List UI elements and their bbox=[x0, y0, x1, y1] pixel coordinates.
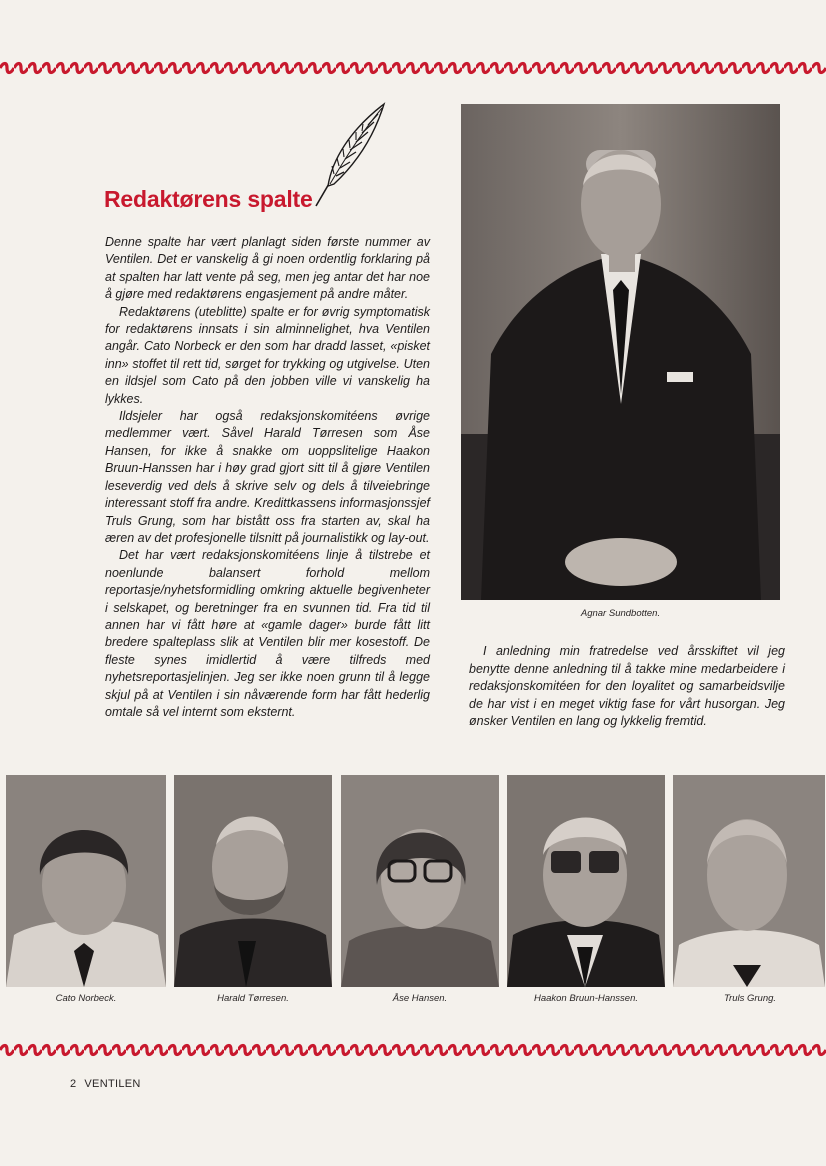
portrait-photo bbox=[6, 775, 166, 987]
committee-portraits bbox=[0, 775, 826, 990]
page-footer bbox=[70, 1078, 149, 1090]
editorial-body-right bbox=[469, 643, 785, 731]
portrait-caption: Harald Tørresen. bbox=[217, 993, 289, 1004]
page-title: Redaktørens spalte bbox=[104, 186, 313, 212]
paragraph: Denne spalte har vært planlagt siden første nummer av Ventilen. Det er vanskelig å gi noen ordentlig forklaring på at spalten har latt vente på seg, men jeg antar det har noe å gjøre med redaktørens engasjement på andre måter. bbox=[105, 235, 430, 302]
editor-portrait-caption: Agnar Sundbotten. bbox=[580, 608, 661, 619]
decorative-border-bottom bbox=[0, 1042, 826, 1058]
portrait-photo bbox=[507, 775, 665, 987]
paragraph: I anledning min fratredelse ved årsskiftet vil jeg benytte denne anledning til å takke mine medarbeidere i redaksjonskomitéen for den loyalitet og samarbeidsvilje de har vist i en meget viktig fase for vårt husorgan. Jeg ønsker Ventilen en lang og lykkelig fremtid. bbox=[469, 644, 785, 729]
portrait-photo bbox=[341, 775, 499, 987]
paragraph: Ildsjeler har også redaksjonskomitéens øvrige medlemmer vært. Såvel Harald Tørresen som Åse Hansen, for ikke å snakke om uoppslitelige Haakon Bruun-Hanssen har i høy grad gjort sitt til å gjøre Ventilen leseverdig ved dels å skrive selv og dels å tilveiebringe interessant stoff fra andre. Kredittkassens informasjonssjef Truls Grung, som har bistått oss fra starten av, skal ha æren av det profesjonelle tilsnitt på journalistikk og lay-out. bbox=[105, 409, 430, 545]
publication-name: VENTILEN bbox=[84, 1078, 141, 1090]
paragraph: Redaktørens (uteblitte) spalte er for øvrig symptomatisk for redaktørens innsats i sin alminnelighet, hva Ventilen angår. Cato Norbeck er den som har dradd lasset, «pisket inn» stoffet til rett tid, sørget for trykking og utgivelse. Uten en ildsjel som Cato på den jobben ville vi vanskelig ha lykkes. bbox=[105, 304, 430, 406]
editorial-body-left bbox=[105, 234, 430, 721]
portrait-caption: Åse Hansen. bbox=[392, 993, 448, 1004]
portrait-caption: Cato Norbeck. bbox=[55, 993, 117, 1004]
heading-block bbox=[104, 100, 394, 220]
portrait-photo bbox=[174, 775, 332, 987]
portrait-photo bbox=[673, 775, 825, 987]
quill-icon bbox=[310, 100, 390, 210]
editor-portrait-photo bbox=[461, 104, 780, 600]
decorative-border-top bbox=[0, 60, 826, 76]
portrait-caption: Truls Grung. bbox=[723, 993, 777, 1004]
page-number: 2 bbox=[70, 1078, 77, 1090]
paragraph: Det har vært redaksjonskomitéens linje å tilstrebe et noenlunde balansert forhold mellom reportasje/nyhetsformidling omkring aktuelle begivenheter i selskapet, og beretninger fra en svunnen tid. Fra tid til annen har vi fått høre at «gamle dager» burde fått litt bredere spalteplass slik at Ventilen blir mer kosestoff. De fleste synes imidlertid å være tilfreds med nyhetsreportasjelinjen. Jeg ser ikke noen grunn til å legge skjul på at Ventilen i sin nåværende form har fått hederlig omtale så vel internt som eksternt. bbox=[105, 548, 430, 719]
portrait-caption: Haakon Bruun-Hanssen. bbox=[533, 993, 639, 1004]
